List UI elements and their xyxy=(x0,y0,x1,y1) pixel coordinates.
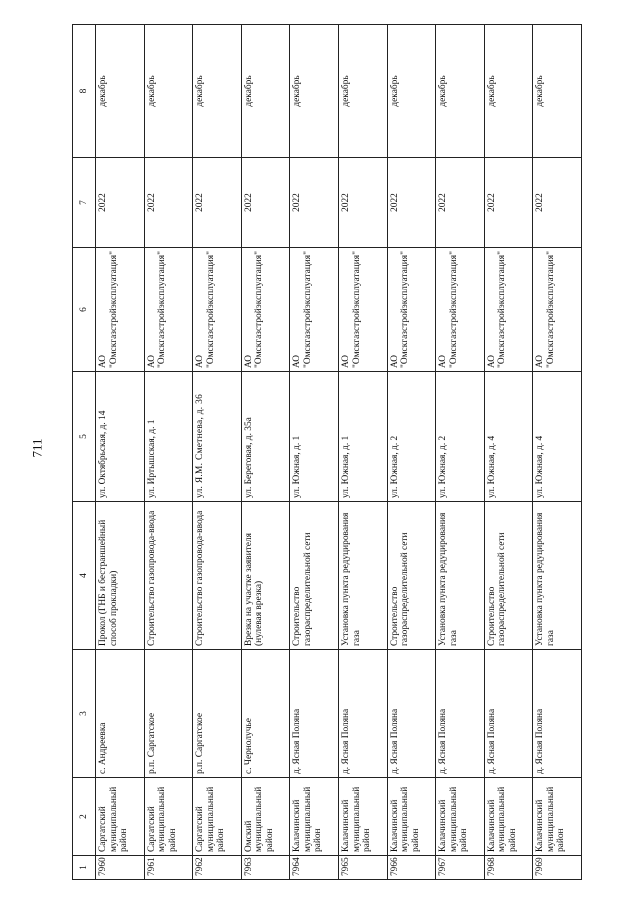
header-row xyxy=(73,25,96,880)
year-cell: 2022 xyxy=(96,158,145,248)
table-row xyxy=(193,25,242,880)
month-cell: декабрь xyxy=(193,25,242,158)
work-cell: Строительство газопровода-ввода xyxy=(144,502,193,650)
district-cell: Калачинский муниципальный район xyxy=(484,778,533,856)
address-cell: ул. Октябрьская, д. 14 xyxy=(96,372,145,502)
year-cell: 2022 xyxy=(193,158,242,248)
executor-cell: АО "Омскгазстройэксплуатация" xyxy=(436,248,485,372)
row-number-cell: 7961 xyxy=(144,856,193,880)
month-cell: декабрь xyxy=(484,25,533,158)
district-cell: Саргатский муниципальный район xyxy=(96,778,145,856)
column-header: 6 xyxy=(73,248,96,372)
row-number-cell: 7963 xyxy=(241,856,290,880)
table-row xyxy=(338,25,387,880)
address-cell: ул. Южная, д. 4 xyxy=(533,372,582,502)
district-cell: Саргатский муниципальный район xyxy=(144,778,193,856)
work-cell: Строительство газопровода-ввода xyxy=(193,502,242,650)
table-row xyxy=(241,25,290,880)
month-cell: декабрь xyxy=(533,25,582,158)
address-cell: ул. Южная, д. 1 xyxy=(338,372,387,502)
table-row xyxy=(436,25,485,880)
year-cell: 2022 xyxy=(241,158,290,248)
settlement-cell: с. Чернолучье xyxy=(241,650,290,778)
district-cell: Саргатский муниципальный район xyxy=(193,778,242,856)
registry-table xyxy=(72,24,582,880)
row-number-cell: 7964 xyxy=(290,856,339,880)
column-header: 8 xyxy=(73,25,96,158)
row-number-cell: 7966 xyxy=(387,856,436,880)
address-cell: ул. Южная, д. 4 xyxy=(484,372,533,502)
year-cell: 2022 xyxy=(436,158,485,248)
settlement-cell: с. Андреевка xyxy=(96,650,145,778)
executor-cell: АО "Омскгазстройэксплуатация" xyxy=(144,248,193,372)
address-cell: ул. Береговая, д. 35а xyxy=(241,372,290,502)
settlement-cell: д. Ясная Поляна xyxy=(387,650,436,778)
executor-cell: АО "Омскгазстройэксплуатация" xyxy=(290,248,339,372)
year-cell: 2022 xyxy=(144,158,193,248)
settlement-cell: д. Ясная Поляна xyxy=(436,650,485,778)
settlement-cell: д. Ясная Поляна xyxy=(338,650,387,778)
table-row xyxy=(290,25,339,880)
month-cell: декабрь xyxy=(241,25,290,158)
table-row xyxy=(96,25,145,880)
work-cell: Установка пункта редуцирования газа xyxy=(338,502,387,650)
address-cell: ул. Южная, д. 1 xyxy=(290,372,339,502)
executor-cell: АО "Омскгазстройэксплуатация" xyxy=(387,248,436,372)
executor-cell: АО "Омскгазстройэксплуатация" xyxy=(533,248,582,372)
work-cell: Прокол (ГНБ и бестраншейный способ прокладки) xyxy=(96,502,145,650)
year-cell: 2022 xyxy=(338,158,387,248)
column-header: 4 xyxy=(73,502,96,650)
column-header: 2 xyxy=(73,778,96,856)
month-cell: декабрь xyxy=(96,25,145,158)
address-cell: ул. Южная, д. 2 xyxy=(387,372,436,502)
month-cell: декабрь xyxy=(290,25,339,158)
row-number-cell: 7969 xyxy=(533,856,582,880)
month-cell: декабрь xyxy=(387,25,436,158)
settlement-cell: р.п. Саргатское xyxy=(193,650,242,778)
table-row xyxy=(533,25,582,880)
executor-cell: АО "Омскгазстройэксплуатация" xyxy=(338,248,387,372)
column-header: 3 xyxy=(73,650,96,778)
column-header: 1 xyxy=(73,856,96,880)
executor-cell: АО "Омскгазстройэксплуатация" xyxy=(96,248,145,372)
settlement-cell: д. Ясная Поляна xyxy=(484,650,533,778)
row-number-cell: 7960 xyxy=(96,856,145,880)
work-cell: Врезка на участке заявителя (нулевая врезка) xyxy=(241,502,290,650)
year-cell: 2022 xyxy=(533,158,582,248)
address-cell: ул. Южная, д. 2 xyxy=(436,372,485,502)
executor-cell: АО "Омскгазстройэксплуатация" xyxy=(193,248,242,372)
column-header: 7 xyxy=(73,158,96,248)
district-cell: Калачинский муниципальный район xyxy=(290,778,339,856)
month-cell: декабрь xyxy=(338,25,387,158)
settlement-cell: д. Ясная Поляна xyxy=(290,650,339,778)
row-number-cell: 7968 xyxy=(484,856,533,880)
address-cell: ул. Иртышская, д. 1 xyxy=(144,372,193,502)
column-header: 5 xyxy=(73,372,96,502)
work-cell: Установка пункта редуцирования газа xyxy=(436,502,485,650)
work-cell: Установка пункта редуцирования газа xyxy=(533,502,582,650)
district-cell: Омский муниципальный район xyxy=(241,778,290,856)
rotated-table-container xyxy=(72,25,582,880)
table-row xyxy=(144,25,193,880)
settlement-cell: р.п. Саргатское xyxy=(144,650,193,778)
page-number: 711 xyxy=(29,438,45,458)
month-cell: декабрь xyxy=(436,25,485,158)
executor-cell: АО "Омскгазстройэксплуатация" xyxy=(484,248,533,372)
year-cell: 2022 xyxy=(484,158,533,248)
executor-cell: АО "Омскгазстройэксплуатация" xyxy=(241,248,290,372)
district-cell: Калачинский муниципальный район xyxy=(387,778,436,856)
district-cell: Калачинский муниципальный район xyxy=(436,778,485,856)
work-cell: Строительство газораспределительной сети xyxy=(387,502,436,650)
row-number-cell: 7965 xyxy=(338,856,387,880)
year-cell: 2022 xyxy=(387,158,436,248)
district-cell: Калачинский муниципальный район xyxy=(338,778,387,856)
address-cell: ул. Я.М. Сметнева, д. 36 xyxy=(193,372,242,502)
settlement-cell: д. Ясная Поляна xyxy=(533,650,582,778)
district-cell: Калачинский муниципальный район xyxy=(533,778,582,856)
table-row xyxy=(387,25,436,880)
row-number-cell: 7962 xyxy=(193,856,242,880)
row-number-cell: 7967 xyxy=(436,856,485,880)
work-cell: Строительство газораспределительной сети xyxy=(290,502,339,650)
year-cell: 2022 xyxy=(290,158,339,248)
month-cell: декабрь xyxy=(144,25,193,158)
table-row xyxy=(484,25,533,880)
work-cell: Строительство газораспределительной сети xyxy=(484,502,533,650)
